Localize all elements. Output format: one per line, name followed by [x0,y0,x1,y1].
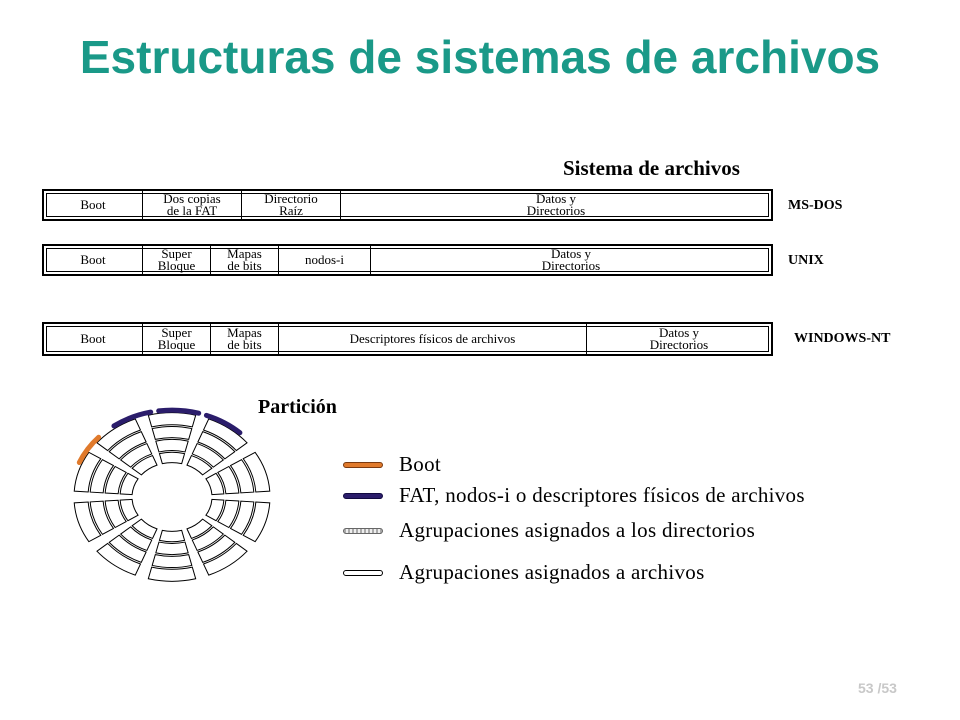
msdos-layout-bar [42,189,773,221]
disk-block [152,426,192,439]
msdos-cell-root-dir: Directorio Raíz [242,191,341,219]
unix-cell-boot: Boot [44,246,143,274]
page-number: 53 /53 [858,680,897,696]
page-title: Estructuras de sistemas de archivos [79,31,881,83]
msdos-cell-boot: Boot [44,191,143,219]
legend-item-metadata [343,483,805,508]
partition-disk-diagram [40,392,310,602]
legend-label-metadata: FAT, nodos-i o descriptores físicos de archivos [399,483,805,507]
partition-heading: Partición [258,396,337,418]
legend-swatch-files [343,570,383,576]
legend-label-boot: Boot [399,452,442,476]
legend-label-files: Agrupaciones asignados a archivos [399,560,705,584]
disk-block [152,555,192,568]
legend-swatch-boot [343,462,383,468]
winnt-cell-descriptors: Descriptores físicos de archivos [279,324,587,354]
unix-cell-bitmaps: Mapas de bits [211,246,279,274]
winnt-cell-data: Datos y Directorios [649,325,709,352]
winnt-cell-superblock: Super Bloque [143,324,211,354]
unix-cell-data: Datos y Directorios [541,246,601,273]
disk-block [148,567,195,581]
winnt-cell-bitmaps: Mapas de bits [211,324,279,354]
label-unix: UNIX [788,253,824,268]
msdos-cell-fat: Dos copias de la FAT [143,191,242,219]
winnt-layout-bar [42,322,773,356]
disk-block [148,413,195,427]
unix-cell-superblock: Super Bloque [143,246,211,274]
legend-item-boot [343,452,441,477]
msdos-cell-data: Datos y Directorios [526,191,586,218]
disk-block [159,452,184,463]
legend-swatch-metadata [343,493,383,499]
label-winnt: WINDOWS-NT [794,331,891,346]
disk-block [156,439,188,452]
disk-block [159,530,184,541]
disk-metadata-arc [159,410,199,413]
legend-item-files [343,560,705,585]
legend-item-directories [343,518,755,543]
disk-block [156,542,188,555]
unix-layout-bar [42,244,773,276]
legend-label-directories: Agrupaciones asignados a los directorios [399,518,756,542]
filesystem-heading: Sistema de archivos [563,156,740,180]
winnt-cell-boot: Boot [44,324,143,354]
legend-swatch-directories [343,528,383,534]
label-msdos: MS-DOS [788,198,843,213]
unix-cell-inodes: nodos-i [279,246,371,274]
